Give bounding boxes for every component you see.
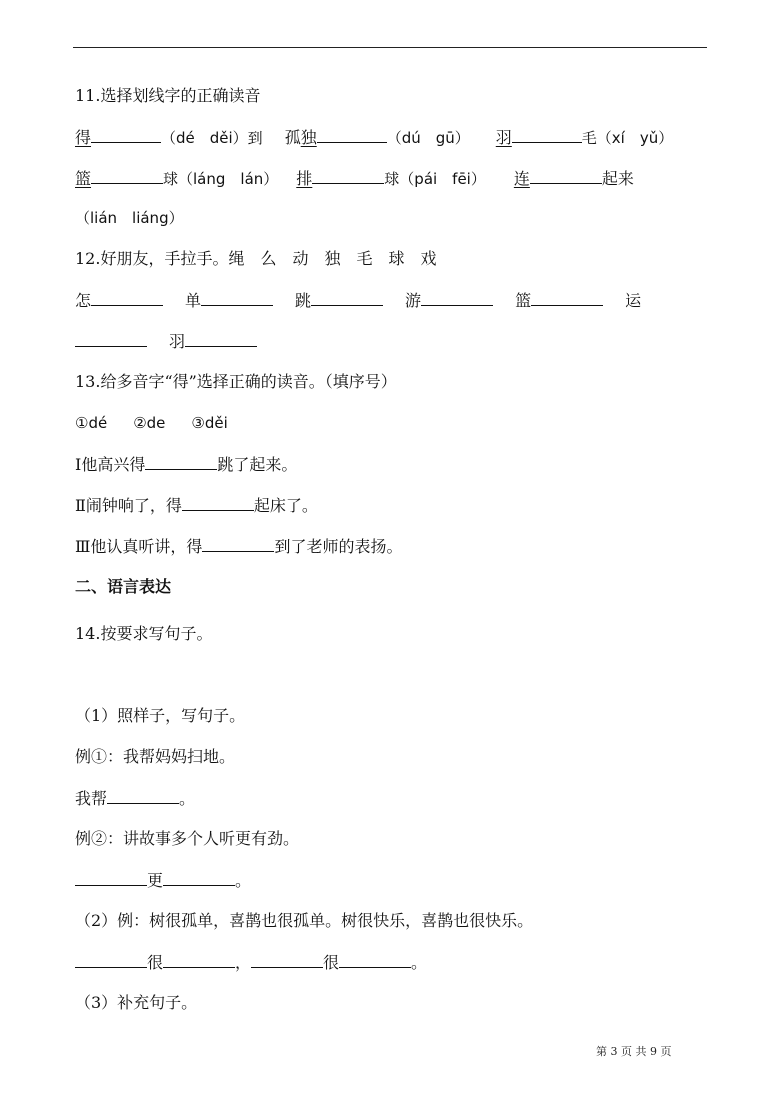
q13-sentence-2: [75, 494, 318, 517]
answer-blank[interactable]: [202, 535, 274, 552]
q11-pinyin-5: 球（pái fēi）: [384, 170, 486, 188]
q11-row2: [75, 167, 634, 190]
q12-char: 怎: [75, 291, 92, 310]
answer-blank[interactable]: [339, 951, 411, 968]
q13-option-3: ③děi: [191, 414, 228, 432]
answer-blank[interactable]: [251, 951, 323, 968]
sentence-text: 。: [179, 789, 196, 808]
sentence-text: 我帮: [75, 789, 108, 808]
q12-row1: [75, 289, 641, 312]
q14-part2: （2）例：树很孤单，喜鹊也很孤单。树很快乐，喜鹊也很快乐。: [75, 911, 534, 930]
sentence-text: 。: [235, 871, 252, 890]
q11-char-3: 羽: [495, 128, 512, 147]
answer-blank[interactable]: [185, 330, 257, 347]
q11-pinyin-2: （dú gū）: [386, 129, 470, 147]
q11-title: 11.选择划线字的正确读音: [75, 86, 261, 105]
q11-char-2: 独: [300, 128, 317, 147]
q13-sentence-3: [75, 535, 402, 558]
answer-blank[interactable]: [75, 330, 147, 347]
q12-char: 运: [625, 291, 642, 310]
q13-options: [75, 412, 228, 434]
answer-blank[interactable]: [421, 289, 493, 306]
sentence-text: 很: [323, 953, 340, 972]
sentence-text: ，: [235, 953, 252, 972]
q14-example-2: 例②：讲故事多个人听更有劲。: [75, 829, 300, 848]
q14-part1: （1）照样子，写句子。: [75, 706, 246, 725]
q11-prefix-2: 孤: [284, 128, 301, 147]
q12-char: 跳: [295, 291, 312, 310]
sentence-text: 跳了起来。: [217, 455, 298, 474]
q11-pinyin-1: （dé děi）到: [161, 129, 263, 147]
sentence-text: Ⅲ他认真听讲，得: [75, 537, 203, 556]
answer-blank[interactable]: [75, 951, 147, 968]
q14-fill-3: [75, 951, 427, 974]
q12-char: 篮: [515, 291, 532, 310]
q12-title: 12.好朋友，手拉手。绳 么 动 独 毛 球 戏: [75, 249, 437, 268]
answer-blank[interactable]: [317, 126, 387, 143]
q12-row2: [75, 330, 257, 353]
q14-part3: （3）补充句子。: [75, 993, 198, 1012]
q14-example-1: 例①：我帮妈妈扫地。: [75, 747, 236, 766]
q14-title: 14.按要求写句子。: [75, 624, 213, 643]
q13-title: 13.给多音字“得”选择正确的读音。（填序号）: [75, 372, 397, 391]
q12-char: 游: [405, 291, 422, 310]
q11-pinyin-4: 球（láng lán）: [163, 170, 279, 188]
answer-blank[interactable]: [530, 167, 602, 184]
q13-option-1: ①dé: [75, 414, 108, 432]
q12-char: 单: [185, 291, 202, 310]
q11-pinyin-6: 起来: [601, 169, 634, 188]
answer-blank[interactable]: [75, 869, 147, 886]
q11-char-1: 得: [75, 128, 92, 147]
q11-row1: [75, 126, 673, 149]
answer-blank[interactable]: [107, 787, 179, 804]
q14-fill-1: [75, 787, 195, 810]
sentence-text: 更: [147, 871, 164, 890]
answer-blank[interactable]: [163, 951, 235, 968]
answer-blank[interactable]: [531, 289, 603, 306]
sentence-text: 起床了。: [253, 496, 318, 515]
sentence-text: 。: [411, 953, 428, 972]
q12-char: 羽: [169, 332, 186, 351]
answer-blank[interactable]: [182, 494, 254, 511]
sentence-text: 到了老师的表扬。: [274, 537, 403, 556]
answer-blank[interactable]: [91, 126, 161, 143]
q11-char-4: 篮: [75, 169, 92, 188]
answer-blank[interactable]: [145, 453, 217, 470]
answer-blank[interactable]: [312, 167, 384, 184]
section-heading: 二、语言表达: [75, 577, 172, 596]
answer-blank[interactable]: [201, 289, 273, 306]
answer-blank[interactable]: [311, 289, 383, 306]
answer-blank[interactable]: [91, 289, 163, 306]
sentence-text: Ⅱ闹钟响了，得: [75, 496, 182, 515]
q11-row3: （lián liáng）: [75, 209, 184, 227]
header-rule: [73, 47, 707, 48]
sentence-text: Ⅰ他高兴得: [75, 455, 146, 474]
page-footer: 第 3 页 共 9 页: [596, 1045, 672, 1058]
q14-fill-2: [75, 869, 251, 892]
q13-sentence-1: [75, 453, 297, 476]
sentence-text: 很: [147, 953, 164, 972]
q11-char-6: 连: [513, 169, 530, 188]
answer-blank[interactable]: [163, 869, 235, 886]
answer-blank[interactable]: [91, 167, 163, 184]
q11-char-5: 排: [296, 169, 313, 188]
q13-option-2: ②de: [133, 414, 166, 432]
q11-suffix-3: 毛（xí yǔ）: [581, 129, 674, 147]
answer-blank[interactable]: [512, 126, 582, 143]
